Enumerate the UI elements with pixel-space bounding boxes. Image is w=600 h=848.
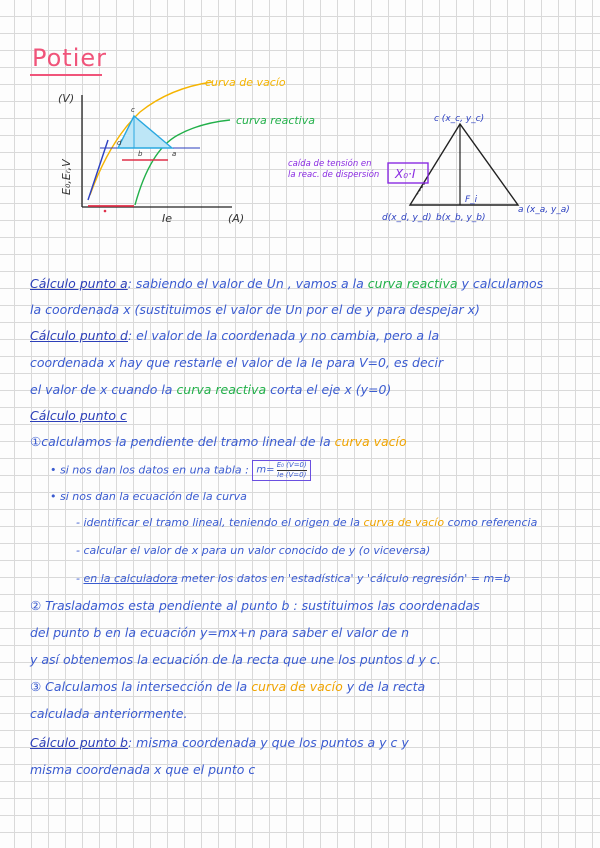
right-label-fi: F_i: [465, 195, 478, 205]
annotation-line-1: caída de tensión en: [288, 159, 372, 169]
text-line-d-2: coordenada x hay que restarle el valor de la Ie para V=0, es decir: [30, 355, 444, 370]
curve-reactiva-label: curva reactiva: [236, 114, 315, 127]
text-c-6-end: meter los datos en 'estadística' y 'cálculo regresión' = m=b: [177, 572, 511, 585]
text-d-3-end: corta el eje x (y=0): [266, 382, 392, 397]
text-c-4-curve: curva de vacío: [363, 516, 445, 529]
heading-punto-d: Cálculo punto d: [30, 328, 128, 343]
heading-punto-c-line: [30, 408, 127, 423]
right-label-b: b(x_b, y_b): [436, 213, 486, 223]
curve-vacio-label: curva de vacío: [205, 76, 286, 89]
text-line-c-6: [76, 572, 510, 585]
text-c-6-underlined: en la calculadora: [83, 572, 178, 585]
text-line-d-1: [30, 328, 439, 343]
right-triangle: [410, 124, 518, 205]
text-d-1: : el valor de la coordenada y no cambia, pero a la: [128, 328, 440, 343]
formula-m: m=: [256, 464, 275, 476]
right-label-d: d(x_d, y_d): [382, 213, 432, 223]
text-line-c-7: ② Trasladamos esta pendiente al punto b : sustituimos las coordenadas: [30, 598, 480, 613]
text-c-1-curve: curva vacío: [334, 434, 407, 449]
text-line-b-2: misma coordenada x que el punto c: [30, 762, 256, 777]
text-c-1-start: ①calculamos la pendiente del tramo lineal de la: [30, 434, 335, 449]
text-line-c-4: [76, 516, 537, 529]
page-title: Potier: [32, 44, 108, 72]
x-axis-label: Ie: [162, 212, 173, 225]
linear-line: [88, 140, 108, 200]
text-line-d-3: [30, 382, 391, 397]
text-line-b-1: [30, 735, 409, 750]
text-line-c-5: - calcular el valor de x para un valor conocido de y (o viceversa): [76, 544, 431, 557]
text-line-c-8: del punto b en la ecuación y=mx+n para saber el valor de n: [30, 625, 410, 640]
heading-punto-c: Cálculo punto c: [30, 408, 127, 423]
text-a-1-curve: curva reactiva: [367, 276, 458, 291]
text-c-4-start: - identificar el tramo lineal, teniendo el origen de la: [76, 516, 364, 529]
x-axis-unit: (A): [228, 212, 245, 225]
heading-punto-b: Cálculo punto b: [30, 735, 128, 750]
y-axis-label: E₀,Eᵣ,V: [60, 159, 73, 195]
text-line-c-9: y así obtenemos la ecuación de la recta que une los puntos d y c.: [30, 652, 441, 667]
text-c-10-curve: curva de vacío: [251, 679, 343, 694]
text-line-c-2: [50, 460, 311, 481]
label-a: a: [172, 150, 177, 158]
formula-numerator: E₀ (V=0): [276, 461, 307, 469]
label-c: c: [131, 106, 135, 114]
text-d-3-curve: curva reactiva: [176, 382, 267, 397]
formula-fraction: [277, 461, 307, 480]
x0i-label: X₀·I: [395, 167, 416, 181]
text-d-3-start: el valor de x cuando la: [30, 382, 177, 397]
text-c-10-end: y de la recta: [342, 679, 426, 694]
text-b-1: : misma coordenada y que los puntos a y c y: [128, 735, 409, 750]
text-a-1-end: y calculamos: [457, 276, 544, 291]
annotation-line-2: la reac. de dispersión: [288, 170, 380, 180]
text-line-a-1: [30, 276, 543, 291]
slope-formula-box: [252, 460, 310, 481]
potier-triangle: [118, 116, 172, 148]
right-label-a: a (x_a, y_a): [518, 205, 570, 215]
text-c-6-start: -: [76, 572, 84, 585]
formula-denominator: Ie (V=0): [277, 471, 307, 479]
text-line-a-2: la coordenada x (sustituimos el valor de Un por el de y para despejar x): [30, 302, 480, 317]
text-c-4-end: como referencia: [444, 516, 538, 529]
annotation-pointer: [416, 183, 425, 196]
label-d: d: [117, 139, 122, 147]
y-axis-unit: (V): [58, 92, 75, 105]
label-b: b: [138, 150, 143, 158]
text-c-10-start: ③ Calculamos la intersección de la: [30, 679, 252, 694]
text-line-c-10: [30, 679, 425, 694]
text-line-c-3: • si nos dan la ecuación de la curva: [50, 490, 247, 503]
text-line-c-1: [30, 434, 407, 449]
text-a-1: : sabiendo el valor de Un , vamos a la: [127, 276, 368, 291]
heading-punto-a: Cálculo punto a: [30, 276, 128, 291]
text-line-c-11: calculada anteriormente.: [30, 706, 188, 721]
right-label-c: c (x_c, y_c): [434, 114, 485, 124]
text-c-2: • si nos dan los datos en una tabla :: [50, 463, 249, 477]
red-dot: [104, 210, 107, 213]
